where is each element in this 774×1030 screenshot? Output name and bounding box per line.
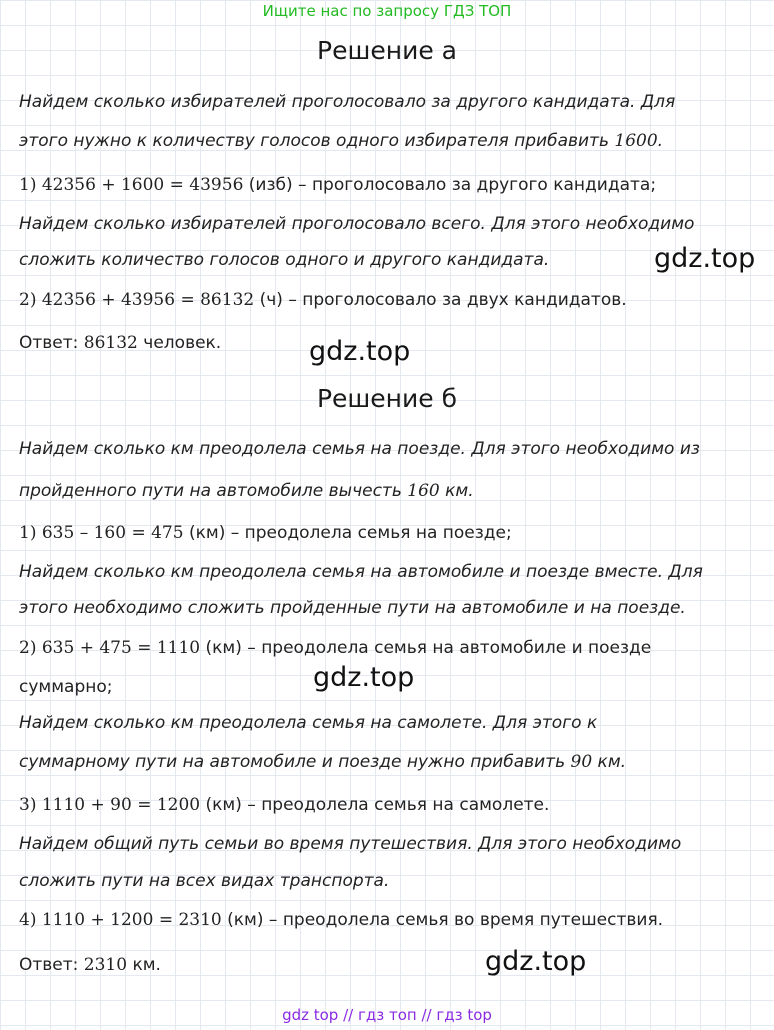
step1-expression: 1) 635 – 160 = 475 — [19, 523, 184, 543]
section-a-intro1-line2: этого нужно к количеству голосов одного избирателя прибавить 1600. — [19, 131, 664, 151]
step2-expression: 2) 635 + 475 = 1110 — [19, 638, 201, 658]
section-a-step1: 1) 42356 + 1600 = 43956 (изб) – проголосовало за другого кандидата; — [19, 175, 657, 195]
section-a-intro2-line2: сложить количество голосов одного и другого кандидата. — [19, 250, 550, 270]
section-b-step2: 2) 635 + 475 = 1110 (км) – преодолела семья на автомобиле и поезде — [19, 638, 652, 658]
step3-expression: 3) 1110 + 90 = 1200 — [19, 795, 201, 815]
section-a-answer: Ответ: 86132 человек. — [19, 333, 222, 353]
section-b-intro4-line1: Найдем общий путь семьи во время путешествия. Для этого необходимо — [19, 834, 682, 854]
answer-a-number: 86132 — [83, 333, 138, 353]
section-b-intro2-line2: этого необходимо сложить пройденные пути на автомобиле и на поезде. — [19, 598, 686, 618]
section-a-intro2-line1: Найдем сколько избирателей проголосовало всего. Для этого необходимо — [19, 214, 695, 234]
section-b-intro3-line1: Найдем сколько км преодолела семья на самолете. Для этого к — [19, 713, 598, 733]
answer-b-number: 2310 — [83, 955, 128, 975]
watermark: gdz.top — [485, 946, 587, 977]
section-a-title: Решение а — [317, 36, 457, 65]
step1-expression: 1) 42356 + 1600 = 43956 — [19, 175, 244, 195]
section-b-intro1-line1: Найдем сколько км преодолела семья на поезде. Для этого необходимо из — [19, 439, 700, 459]
section-a-intro1-line1: Найдем сколько избирателей проголосовало за другого кандидата. Для — [19, 92, 676, 112]
section-b-title: Решение б — [316, 384, 458, 413]
section-b-intro2-line1: Найдем сколько км преодолела семья на автомобиле и поезде вместе. Для — [19, 562, 703, 582]
watermark: gdz.top — [309, 336, 411, 367]
section-b-intro4-line2: сложить пути на всех видах транспорта. — [19, 871, 390, 891]
watermark: gdz.top — [313, 662, 415, 693]
watermark: gdz.top — [654, 243, 756, 274]
number-160: 160 — [407, 481, 440, 501]
number-1600: 1600 — [614, 131, 658, 151]
section-b-intro1-line2: пройденного пути на автомобиле вычесть 160 км. — [19, 481, 474, 501]
step2-expression: 2) 42356 + 43956 = 86132 — [19, 290, 255, 310]
section-b-step4: 4) 1110 + 1200 = 2310 (км) – преодолела семья во время путешествия. — [19, 910, 664, 930]
section-b-step2-continuation: суммарно; — [19, 677, 113, 697]
top-banner[interactable]: Ищите нас по запросу ГДЗ ТОП — [262, 2, 512, 20]
number-90: 90 — [570, 752, 593, 772]
section-b-step3: 3) 1110 + 90 = 1200 (км) – преодолела семья на самолете. — [19, 795, 550, 815]
step4-expression: 4) 1110 + 1200 = 2310 — [19, 910, 222, 930]
section-b-answer: Ответ: 2310 км. — [19, 955, 161, 975]
section-b-step1: 1) 635 – 160 = 475 (км) – преодолела семья на поезде; — [19, 523, 512, 543]
section-a-step2: 2) 42356 + 43956 = 86132 (ч) – проголосовало за двух кандидатов. — [19, 290, 627, 310]
bottom-banner[interactable]: gdz top // гдз топ // гдз top — [282, 1006, 492, 1024]
section-b-intro3-line2: суммарному пути на автомобиле и поезде нужно прибавить 90 км. — [19, 752, 627, 772]
